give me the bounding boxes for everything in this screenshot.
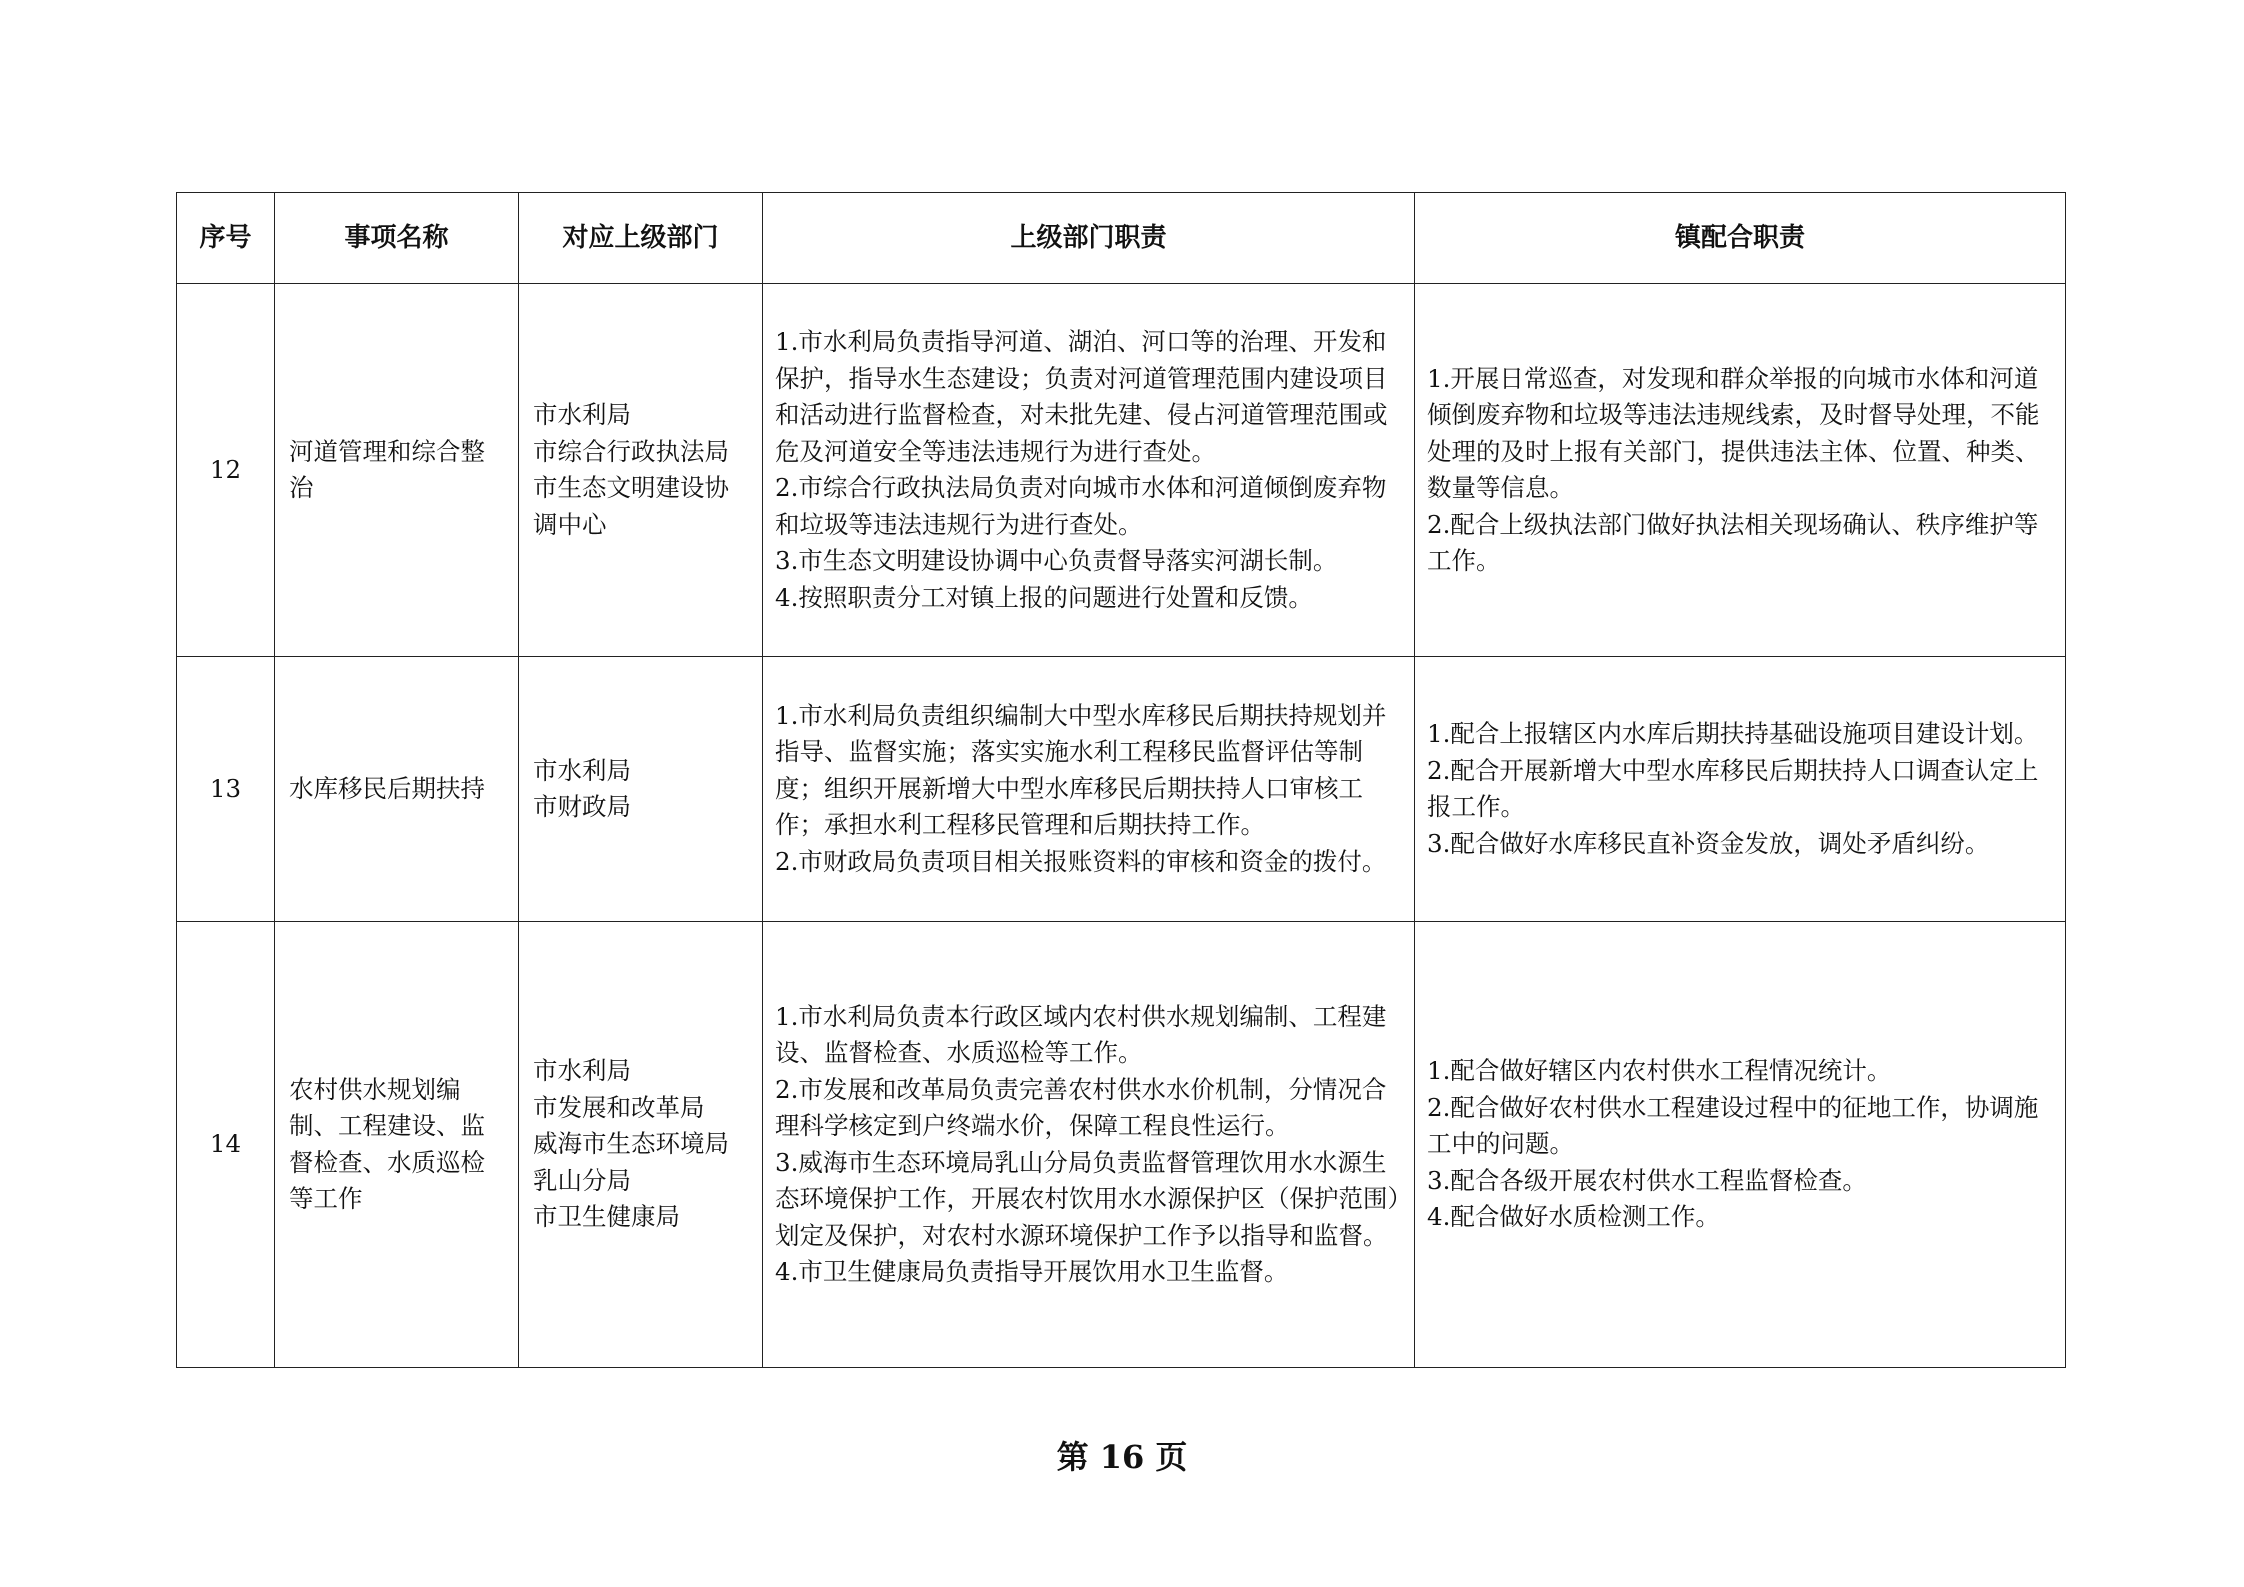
row-item-name: 农村供水规划编制、工程建设、监督检查、水质巡检等工作: [275, 922, 519, 1368]
table-row: [177, 922, 2066, 1368]
row-town-duties: [1415, 657, 2066, 922]
duty-item: 4.市卫生健康局负责指导开展饮用水卫生监督。: [775, 1257, 1289, 1286]
table-header-row: [177, 193, 2066, 284]
row-superior-depts: [519, 922, 763, 1368]
dept-line: 市水利局: [533, 1056, 631, 1086]
duty-item: 1.配合上报辖区内水库后期扶持基础设施项目建设计划。: [1427, 719, 2039, 748]
duty-item: 3.配合做好水库移民直补资金发放，调处矛盾纠纷。: [1427, 828, 1990, 858]
row-serial-no: 14: [177, 922, 275, 1368]
duty-item: 3.市生态文明建设协调中心负责督导落实河湖长制。: [775, 546, 1338, 575]
row-superior-depts: [519, 284, 763, 657]
duty-item: 3.威海市生态环境局乳山分局负责监督管理饮用水水源生态环境保护工作，开展农村饮用水水源保护区（保护范围）划定及保护，对农村水源环境保护工作予以指导和监督。: [775, 1147, 1400, 1250]
row-superior-depts: [519, 657, 763, 922]
duty-item: 1.市水利局负责指导河道、湖泊、河口等的治理、开发和保护，指导水生态建设；负责对河道管理范围内建设项目和活动进行监督检查，对未批先建、侵占河道管理范围或危及河道安全等违法违规行为进行查处。: [775, 327, 1388, 466]
duty-item: 1.市水利局负责本行政区域内农村供水规划编制、工程建设、监督检查、水质巡检等工作。: [775, 1001, 1387, 1067]
table-row: [177, 657, 2066, 922]
duty-item: 4.配合做好水质检测工作。: [1427, 1202, 1720, 1232]
row-superior-duties: [763, 922, 1415, 1368]
duty-item: 2.市综合行政执法局负责对向城市水体和河道倾倒废弃物和垃圾等违法违规行为进行查处。: [775, 473, 1387, 539]
row-item-name: 水库移民后期扶持: [275, 657, 519, 922]
dept-line: 威海市生态环境局乳山分局: [533, 1129, 729, 1195]
duty-item: 1.开展日常巡查，对发现和群众举报的向城市水体和河道倾倒废弃物和垃圾等违法违规线索，及时督导处理，不能处理的及时上报有关部门，提供违法主体、位置、种类、数量等信息。: [1427, 363, 2040, 502]
duty-item: 2.市发展和改革局负责完善农村供水水价机制，分情况合理科学核定到户终端水价，保障工程良性运行。: [775, 1074, 1387, 1140]
duty-item: 2.市财政局负责项目相关报账资料的审核和资金的拨付。: [775, 846, 1387, 876]
dept-line: 市生态文明建设协调中心: [533, 473, 729, 539]
duty-item: 1.市水利局负责组织编制大中型水库移民后期扶持规划并指导、监督实施；落实实施水利工程移民监督评估等制度；组织开展新增大中型水库移民后期扶持人口审核工作；承担水利工程移民管理和后期扶持工作。: [775, 700, 1387, 840]
dept-line: 市财政局: [533, 792, 631, 821]
dept-line: 市综合行政执法局: [533, 436, 729, 466]
duty-item: 2.配合开展新增大中型水库移民后期扶持人口调查认定上报工作。: [1427, 755, 2039, 821]
dept-line: 市发展和改革局: [533, 1092, 705, 1122]
duty-item: 1.配合做好辖区内农村供水工程情况统计。: [1427, 1056, 1892, 1086]
duty-table: [176, 192, 2066, 1368]
duty-item: 2.配合上级执法部门做好执法相关现场确认、秩序维护等工作。: [1427, 509, 2039, 575]
header-item-name: 事项名称: [275, 193, 519, 284]
duty-item: 3.配合各级开展农村供水工程监督检查。: [1427, 1165, 1867, 1195]
header-town-duty: 镇配合职责: [1415, 193, 2066, 284]
header-serial-no: 序号: [177, 193, 275, 284]
row-serial-no: 13: [177, 657, 275, 922]
page-number: 第 16 页: [1056, 1438, 1188, 1476]
dept-line: 市水利局: [533, 755, 631, 785]
row-superior-duties: [763, 657, 1415, 922]
dept-line: 市水利局: [533, 400, 631, 429]
table-row: [177, 284, 2066, 657]
header-superior-duty: 上级部门职责: [763, 193, 1415, 284]
row-town-duties: [1415, 922, 2066, 1368]
duty-item: 4.按照职责分工对镇上报的问题进行处置和反馈。: [775, 582, 1313, 612]
header-superior-dept: 对应上级部门: [519, 193, 763, 284]
row-serial-no: 12: [177, 284, 275, 657]
row-item-name: 河道管理和综合整治: [275, 284, 519, 657]
row-superior-duties: [763, 284, 1415, 657]
row-town-duties: [1415, 284, 2066, 657]
dept-line: 市卫生健康局: [533, 1202, 680, 1232]
duty-item: 2.配合做好农村供水工程建设过程中的征地工作，协调施工中的问题。: [1427, 1092, 2039, 1159]
